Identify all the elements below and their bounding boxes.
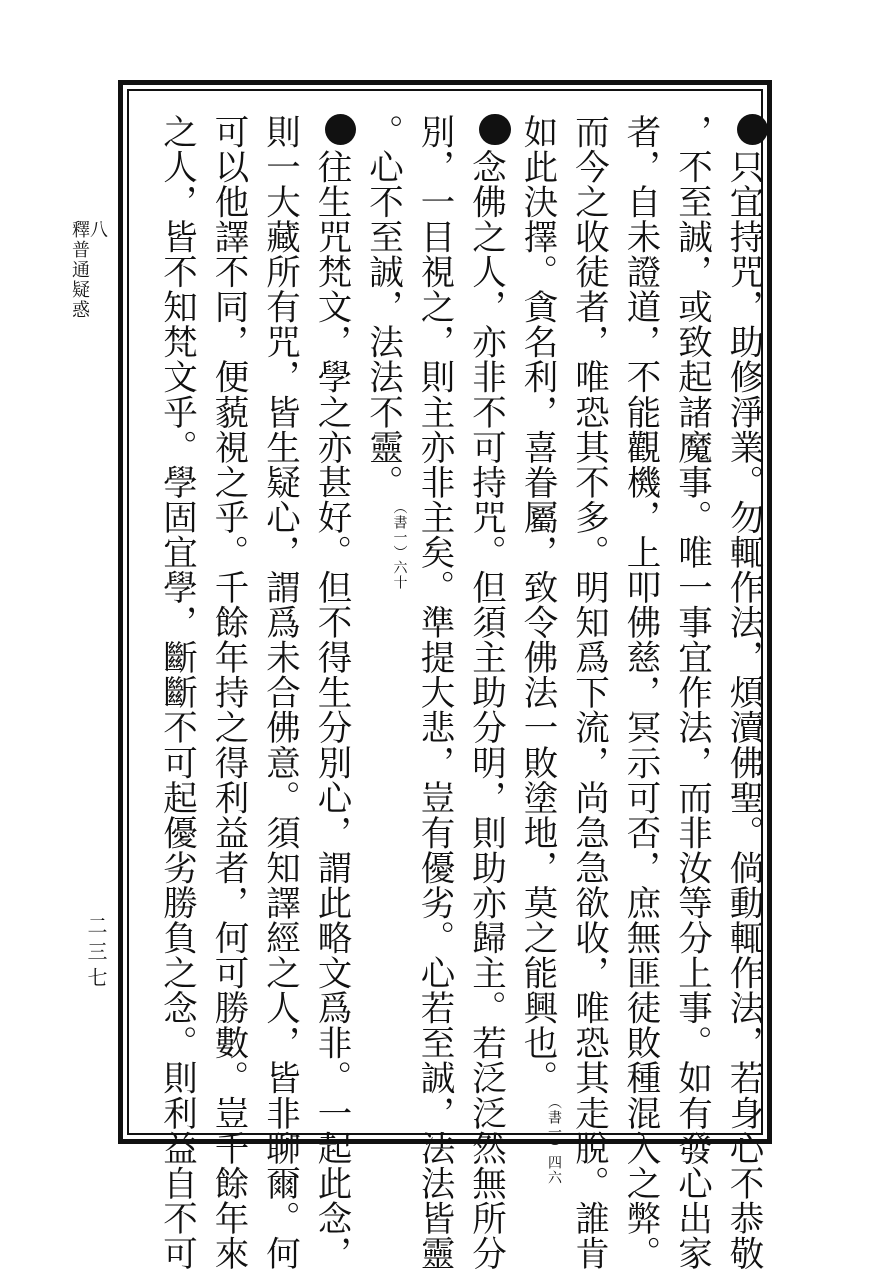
- bullet-icon: [737, 114, 768, 145]
- column-text: 而今之收徒者，唯恐其不多。明知爲下流，尚急急欲收，唯恐其走脫。誰肯: [568, 114, 609, 1271]
- text-column: [615, 114, 665, 1271]
- column-text: 如此決擇。貪名利，喜眷屬，致令佛法一敗塗地，莫之能興也。: [517, 114, 557, 1096]
- column-text: 往生咒梵文，學之亦甚好。但不得生分別心，謂此略文爲非。一起此念，: [310, 149, 351, 1271]
- text-column: [152, 114, 202, 1271]
- text-column: [512, 114, 562, 1186]
- column-text: 可以他譯不同，便藐視之乎。千餘年持之得利益者，何可勝數。豈千餘年來: [208, 114, 248, 1271]
- bullet-icon: [325, 114, 356, 145]
- column-text: 別，一目視之，則主亦非主矣。準提大悲，豈有優劣。心若至誠，法法皆靈: [414, 114, 454, 1271]
- page-number: 二三七: [84, 915, 108, 993]
- text-column: [718, 114, 768, 1271]
- bullet-icon: [479, 114, 510, 145]
- text-column: [667, 114, 717, 1271]
- chapter-number: 八: [87, 220, 108, 240]
- column-text: 只宜持咒，助修淨業。勿輒作法，煩瀆佛聖。倘動輒作法，若身心不恭敬: [722, 149, 763, 1271]
- citation-note: （書一）六十: [391, 499, 408, 590]
- text-column: [203, 114, 253, 1271]
- text-column: [306, 114, 356, 1271]
- chapter-title: 釋普通疑惑: [69, 220, 90, 320]
- column-text: 之人，皆不知梵文乎。學固宜學，斷斷不可起優劣勝負之念。則利益自不可: [156, 114, 197, 1271]
- column-text: 念佛之人，亦非不可持咒。但須主助分明，則助亦歸主。若泛泛然無所分: [465, 149, 506, 1271]
- column-text: ，不至誠，或致起諸魔事。唯一事宜作法，而非汝等分上事。如有發心出家: [671, 114, 712, 1271]
- column-text: 。心不至誠，法法不靈。: [362, 114, 403, 500]
- text-column: [409, 114, 459, 1271]
- citation-note: （書一）四六: [546, 1095, 562, 1186]
- text-column: [255, 114, 305, 1271]
- text-column: [461, 114, 511, 1271]
- text-column: [358, 114, 408, 1124]
- column-text: 則一大藏所有咒，皆生疑心，謂爲未合佛意。須知譯經之人，皆非聊爾。何: [259, 114, 300, 1271]
- text-column: [564, 114, 614, 1271]
- column-text: 者，自未證道，不能觀機，上叩佛慈，冥示可否，庶無匪徒敗種混入之弊。: [620, 114, 660, 1271]
- chapter-heading: [69, 220, 108, 320]
